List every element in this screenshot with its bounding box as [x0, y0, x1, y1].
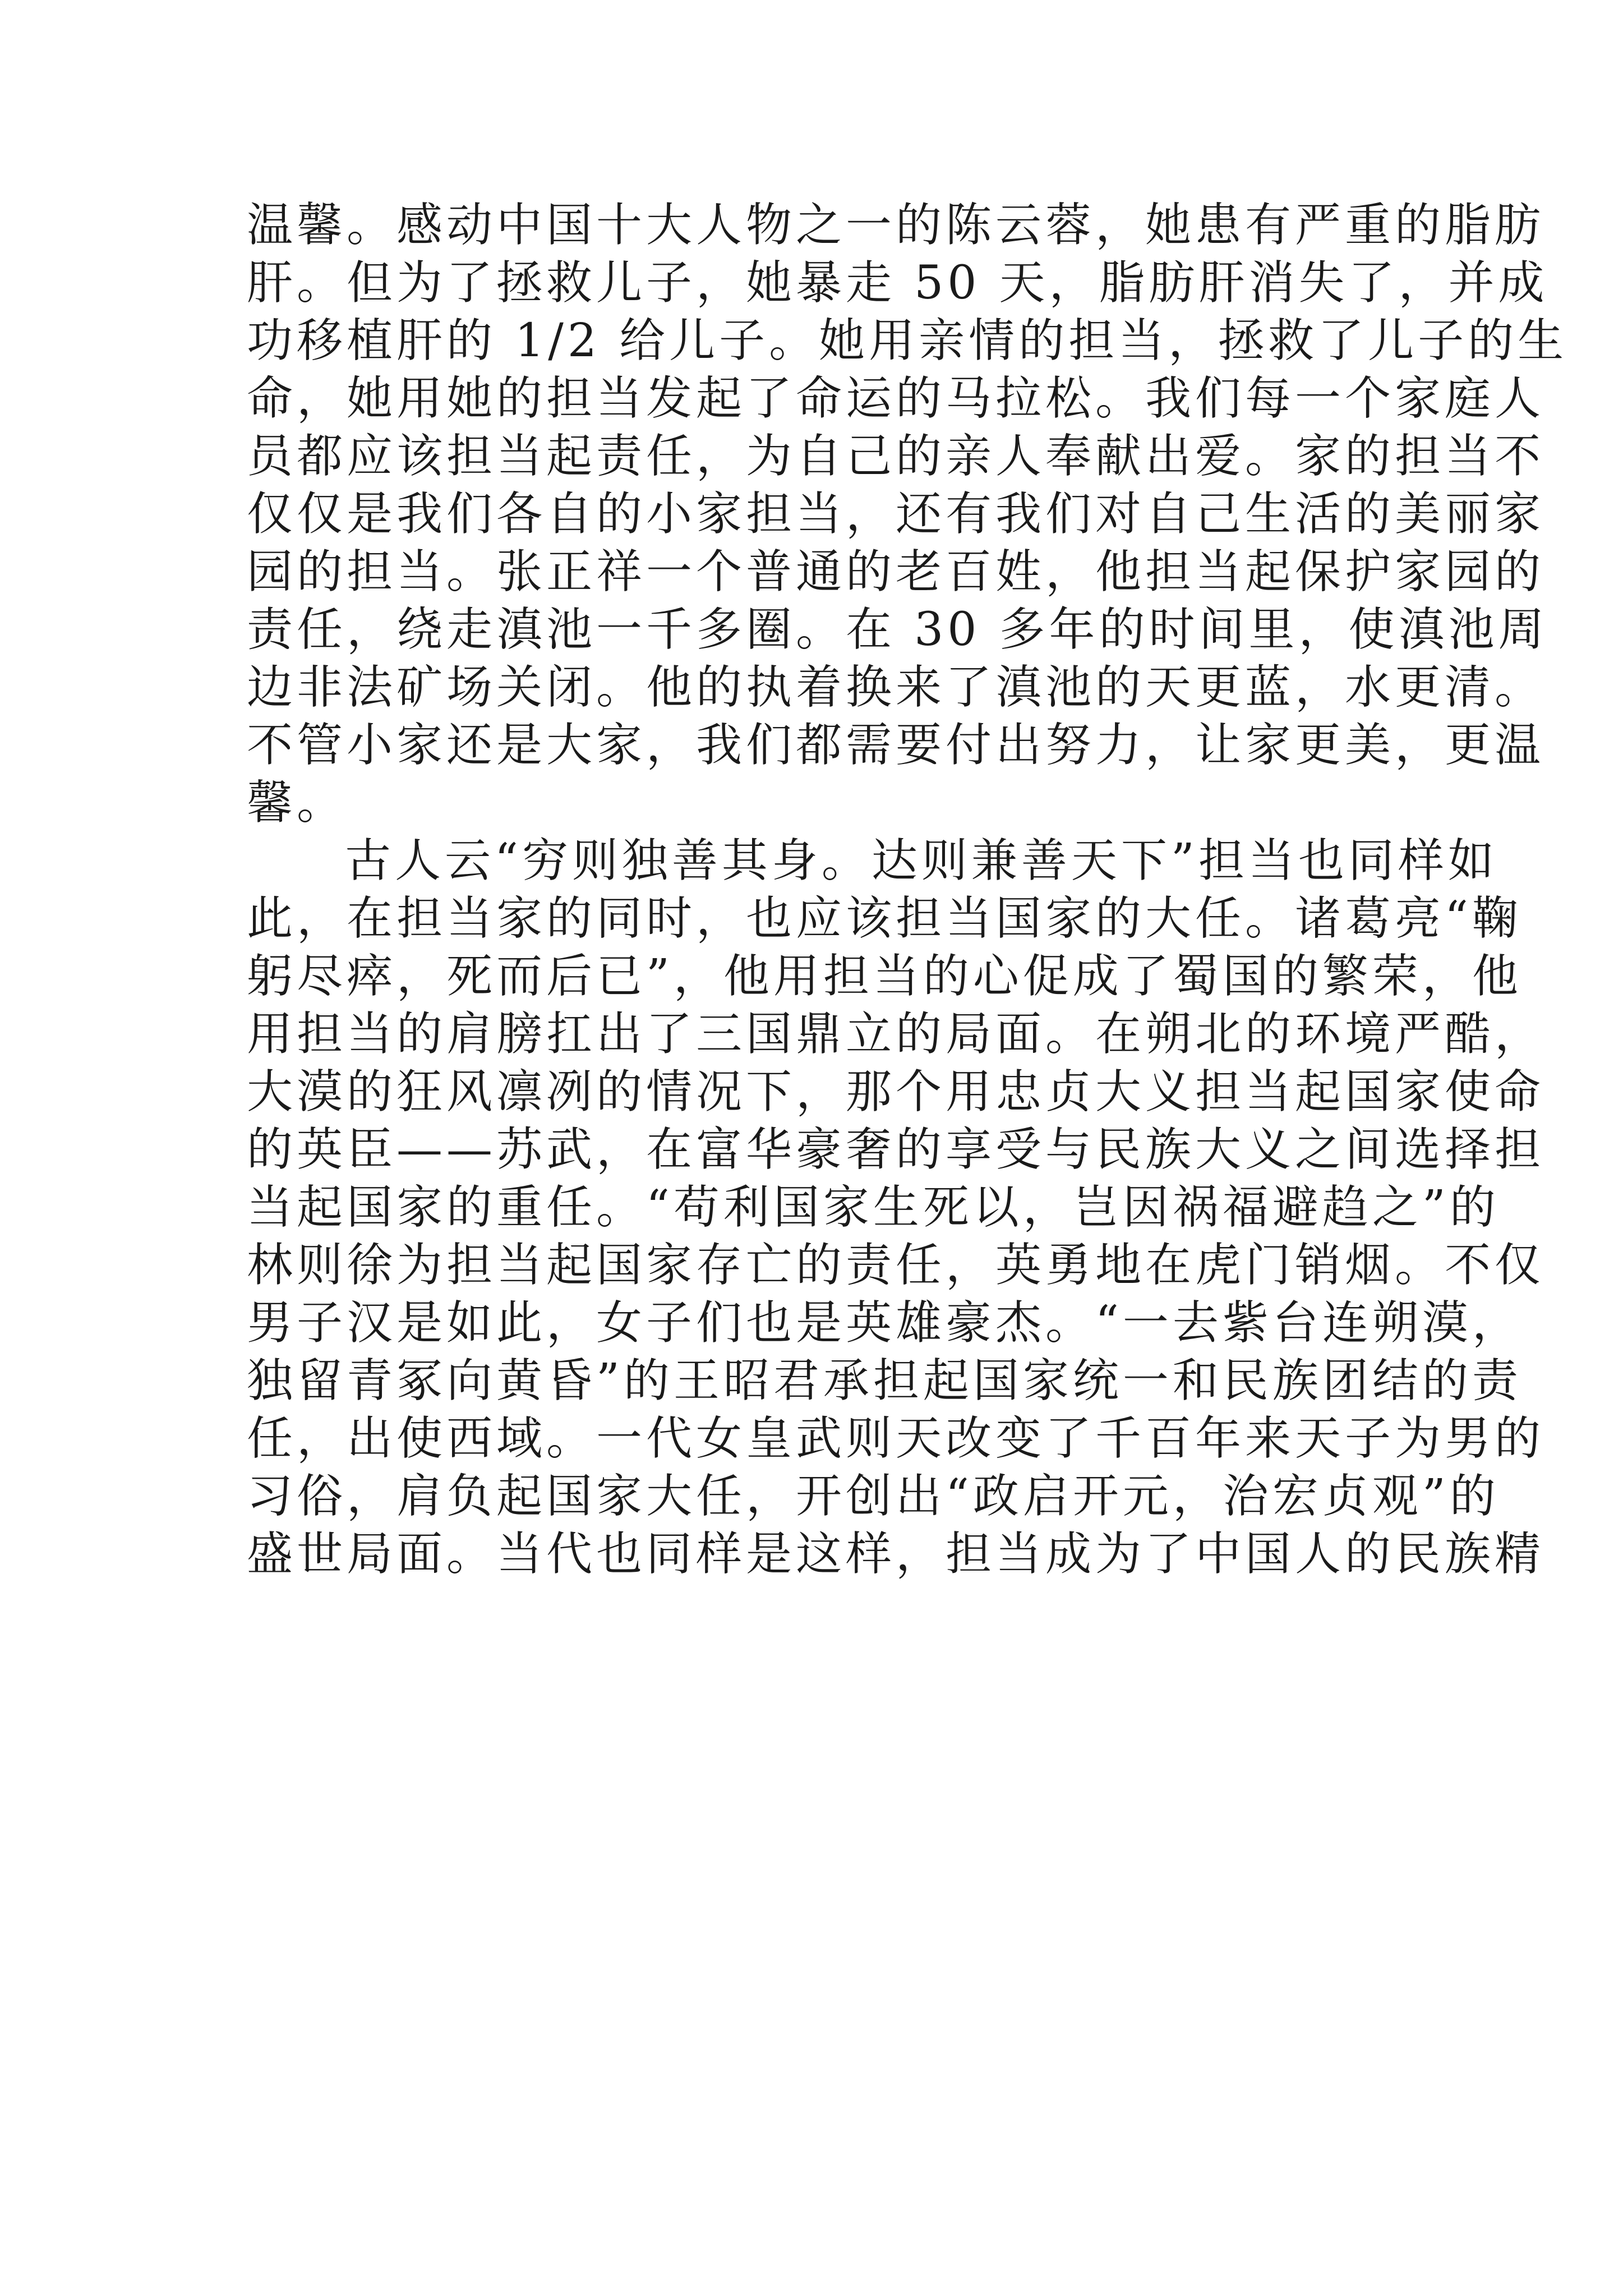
paragraph-first-line: 古人云“穷则独善其身。达则兼善天下”担当也同样如 [345, 834, 1498, 887]
text-line: 男子汉是如此，女子们也是英雄豪杰。“一去紫台连朔漠， [247, 1296, 1522, 1350]
text-line: 员都应该担当起责任，为自己的亲人奉献出爱。家的担当不 [247, 430, 1545, 483]
text-line: 用担当的肩膀扛出了三国鼎立的局面。在朔北的环境严酷， [247, 1007, 1545, 1061]
text-line: 责任，绕走滇池一千多圈。在 30 多年的时间里，使滇池周 [247, 603, 1548, 656]
text-line: 仅仅是我们各自的小家担当，还有我们对自己生活的美丽家 [247, 487, 1545, 541]
text-line: 独留青冢向黄昏”的王昭君承担起国家统一和民族团结的责 [247, 1354, 1522, 1407]
text-line: 的英臣——苏武，在富华豪奢的享受与民族大义之间选择担 [247, 1123, 1545, 1176]
text-line: 园的担当。张正祥一个普通的老百姓，他担当起保护家园的 [247, 545, 1545, 599]
text-line: 盛世局面。当代也同样是这样，担当成为了中国人的民族精 [247, 1527, 1545, 1581]
text-line: 肝。但为了拯救儿子，她暴走 50 天，脂肪肝消失了，并成 [247, 256, 1548, 310]
text-line: 任，出使西域。一代女皇武则天改变了千百年来天子为男的 [247, 1412, 1545, 1465]
text-line: 大漠的狂风凛冽的情况下，那个用忠贞大义担当起国家使命 [247, 1065, 1545, 1119]
text-line: 此，在担当家的同时，也应该担当国家的大任。诸葛亮“鞠 [247, 892, 1522, 945]
text-line: 命，她用她的担当发起了命运的马拉松。我们每一个家庭人 [247, 372, 1545, 425]
text-line: 当起国家的重任。“苟利国家生死以，岂因祸福避趋之”的 [247, 1181, 1500, 1234]
text-line: 功移植肝的 1/2 给儿子。她用亲情的担当，拯救了儿子的生 [247, 314, 1568, 367]
text-line: 林则徐为担当起国家存亡的责任，英勇地在虎门销烟。不仅 [247, 1239, 1545, 1292]
text-line: 习俗，肩负起国家大任，开创出“政启开元，治宏贞观”的 [247, 1470, 1500, 1523]
text-line: 馨。 [247, 776, 347, 830]
text-line: 躬尽瘁，死而后已”，他用担当的心促成了蜀国的繁荣，他 [247, 950, 1522, 1003]
body-text [247, 196, 1568, 1583]
text-line: 边非法矿场关闭。他的执着换来了滇池的天更蓝，水更清。 [247, 661, 1545, 714]
text-line: 不管小家还是大家，我们都需要付出努力，让家更美，更温 [247, 719, 1545, 772]
text-line: 温馨。感动中国十大人物之一的陈云蓉，她患有严重的脂肪 [247, 199, 1545, 252]
